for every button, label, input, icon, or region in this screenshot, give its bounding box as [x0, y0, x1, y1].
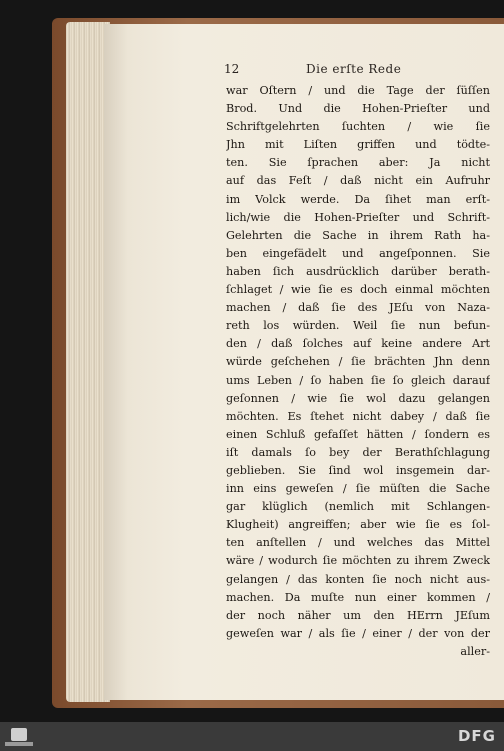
text-line: lich/wie die Hohen-Prieſter und Schrift- [226, 210, 490, 224]
text-block [226, 82, 490, 662]
text-line: Klugheit) angreiffen; aber wie ſie es ſol- [226, 518, 490, 532]
library-logo-icon [11, 728, 27, 741]
text-line: einen Schluß gefaſſet hätten / ſondern es [226, 427, 490, 441]
text-line: reth los würden. Weil ſie nun befun- [226, 319, 490, 333]
text-line: aller- [460, 644, 490, 658]
text-line: ten. Sie ſprachen aber: Ja nicht [226, 156, 490, 170]
text-line: der noch näher um den HErrn JEſum [226, 608, 490, 622]
text-line: ſchlaget / wie ſie es doch einmal möchten [226, 283, 490, 297]
footer-bar [0, 722, 504, 751]
text-line: wäre / wodurch ſie möchten zu ihrem Zweck [226, 554, 490, 568]
text-line: geſonnen / wie ſie wol dazu gelangen [226, 391, 490, 405]
text-line: würde geſchehen / ſie brächten Jhn denn [226, 355, 490, 369]
text-line: machen / daß ſie des JEſu von Naza- [226, 301, 490, 315]
text-line: inn eins geweſen / ſie müſten die Sache [226, 482, 490, 496]
library-logo-caption [5, 742, 33, 746]
text-line: machen. Da muſte nun einer kommen / [226, 590, 490, 604]
library-logo [4, 724, 34, 749]
text-line: den / daß ſolches auf keine andere Art [226, 337, 490, 351]
text-line: gelangen / das konten ſie noch nicht aus- [226, 572, 490, 586]
page-number: 12 [224, 62, 240, 76]
text-line: gar klüglich (nemlich mit Schlangen- [226, 500, 490, 514]
text-line: Brod. Und die Hohen-Prieſter und [226, 102, 490, 116]
text-line: Jhn mit Liſten griffen und tödte- [226, 138, 490, 152]
text-line: möchten. Es ſtehet nicht dabey / daß ſie [226, 409, 490, 423]
page-header [224, 62, 486, 82]
text-line: ben eingefädelt und angeſponnen. Sie [226, 246, 490, 260]
text-line: Gelehrten die Sache in ihrem Rath ha- [226, 228, 490, 242]
text-line: ten anſtellen / und welches das Mittel [226, 536, 490, 550]
text-line: Schriftgelehrten ſuchten / wie ſie [226, 120, 490, 134]
running-head: Die erſte Rede [306, 62, 402, 76]
text-line: ums Leben / ſo haben ſie ſo gleich darauf [226, 373, 490, 387]
text-line: geblieben. Sie ſind wol insgemein dar- [226, 463, 490, 477]
dfg-logo: DFG [457, 727, 496, 745]
text-line: im Volck werde. Da ſihet man erſt- [226, 192, 490, 206]
text-line: auf das Feſt / daß nicht ein Aufruhr [226, 174, 490, 188]
text-line: haben ſich ausdrücklich darüber berath- [226, 264, 490, 278]
text-line: war Oſtern / und die Tage der ſüſſen [226, 84, 490, 97]
text-line: geweſen war / als ſie / einer / der von der [226, 626, 490, 640]
text-line: iſt damals ſo bey der Berathſchlagung [226, 445, 490, 459]
